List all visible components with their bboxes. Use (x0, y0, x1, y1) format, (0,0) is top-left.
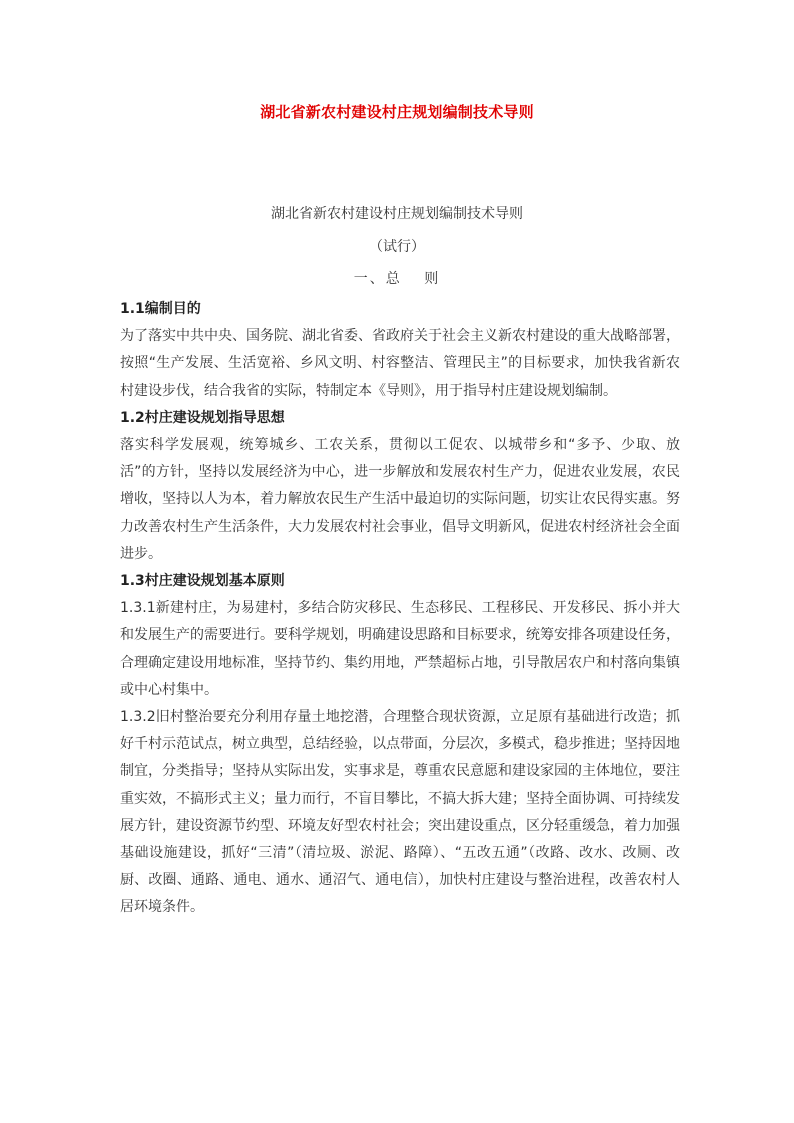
section-heading-1-3: 1.3村庄建设规划基本原则 (120, 573, 285, 590)
section-1-1-paragraph: 为了落实中共中央、国务院、湖北省委、省政府关于社会主义新农村建设的重大战略部署，按照“生产发展、生活宽裕、乡风文明、村容整洁、管理民主”的目标要求，加快我省新农村建设步伐，结合我省的实际，特制定本《导则》，用于指导村庄建设规划编制。 (120, 328, 680, 399)
document-body (120, 296, 680, 922)
section-1-3-2-paragraph: 1.3.2旧村整治要充分利用存量土地挖潜，合理整合现状资源，立足原有基础进行改造；抓好千村示范试点，树立典型，总结经验，以点带面，分层次，多模式，稳步推进；坚持因地制宜，分类指导；坚持从实际出发，实事求是，尊重农民意愿和建设家园的主体地位，要注重实效，不搞形式主义；量力而行，不盲目攀比，不搞大拆大建；坚持全面协调、可持续发展方针，建设资源节约型、环境友好型农村社会；突出建设重点，区分轻重缓急，着力加强基础设施建设，抓好“三清”（清垃圾、淤泥、路障）、“五改五通”（改路、改水、改厕、改厨、改圈、通路、通电、通水、通沼气、通电信），加快村庄建设与整治进程，改善农村人居环境条件。 (120, 709, 680, 916)
document-title: 湖北省新农村建设村庄规划编制技术导则 (260, 103, 534, 121)
section-1-2-paragraph: 落实科学发展观，统筹城乡、工农关系，贯彻以工促农、以城带乡和“多予、少取、放活”的方针，坚持以发展经济为中心，进一步解放和发展农村生产力，促进农业发展，农民增收，坚持以人为本，着力解放农民生产生活中最迫切的实际问题，切实让农民得实惠。努力改善农村生产生活条件，大力发展农村社会事业，倡导文明新风，促进农村经济社会全面进步。 (120, 437, 680, 562)
chapter-heading: 一、总 则 (353, 271, 441, 287)
document-subtitle: 湖北省新农村建设村庄规划编制技术导则 (271, 206, 523, 222)
section-heading-1-1: 1.1编制目的 (120, 301, 201, 317)
section-1-3-1-paragraph: 1.3.1新建村庄，为易建村，多结合防灾移民、生态移民、工程移民、开发移民、拆小并大和发展生产的需要进行。要科学规划，明确建设思路和目标要求，统筹安排各项建设任务，合理确定建设用地标准，坚持节约、集约用地，严禁超标占地，引导散居农户和村落向集镇或中心村集中。 (120, 600, 680, 698)
section-heading-1-2: 1.2村庄建设规划指导思想 (120, 409, 285, 426)
trial-label: （试行） (369, 239, 425, 255)
